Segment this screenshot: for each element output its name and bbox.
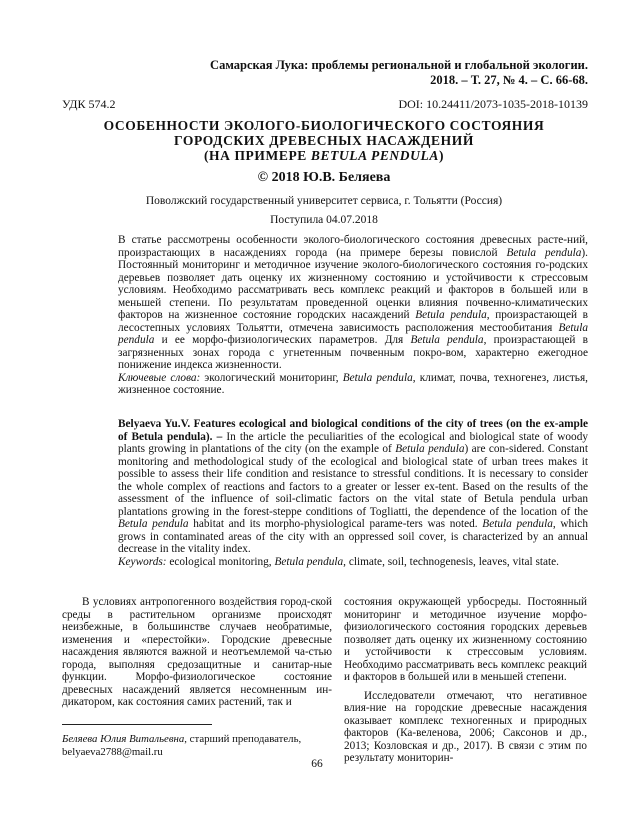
abstract-ru-part: В статье рассмотрены особенности эколого-биологического состояния древесных расте-ний, произрастающих в насаждениях города (на примере березы повислой [118,234,588,259]
abstract-en-heading: Belyaeva Yu.V. Features ecological and biological conditions of the city of trees (on the ex-ample of Betula pendula). – [118,418,588,443]
journal-issue: 2018. – Т. 27, № 4. – С. 66-68. [430,73,588,87]
title-line-2: ГОРОДСКИХ ДРЕВЕСНЫХ НАСАЖДЕНИЙ [174,133,474,148]
title-line-1: ОСОБЕННОСТИ ЭКОЛОГО-БИОЛОГИЧЕСКОГО СОСТОЯНИЯ [103,118,545,133]
doi[interactable]: DOI: 10.24411/2073-1035-2018-10139 [398,97,588,111]
abstract-ru-part: , произрастающей в лесостепных условиях Тольятти, отмечена зависимость расположения местообитания [118,309,588,334]
affiliation: Поволжский государственный университет сервиса, г. Тольятти (Россия) [145,195,503,207]
species-name: Betula pendula [274,555,344,568]
keywords-ru [118,372,588,397]
species-name: Betula pendula [410,334,484,346]
keywords-part: , climate, soil, technogenesis, leaves, vital state. [343,555,560,568]
abstract-en-part: In the article the peculiarities of the ecological and biological state of woody plants growing in plantations of the city (on the example of [118,430,588,455]
footnote-email[interactable]: belyaeva2788@mail.ru [62,746,163,758]
body-column-right [344,596,587,765]
udk-code: УДК 574.2 [62,97,116,111]
abstract-en [118,418,588,568]
species-name: Betula pendula [482,518,553,530]
abstract-en-part: habitat and its morpho-physiological parame-ters was noted. [188,518,483,530]
abstract-en-part: ) are con-sidered. Constant monitoring and methodological study of the ecological and biological state of urban trees makes it possible to assess their life condition and resistance to stressful conditions. It is necessary to consider the whole complex of reactions and factors to a greater or lesser ex-tent. Based on the results of the assessment of the influence of soil-climatic factors on the vital state of Betula pendula urban plantations growing in the forest-steppe conditions of Togliatti, the dependence of the location of the [118,443,588,518]
abstract-en-part: , which grows in contaminated areas of the city with an oppressed soil cover, is characterized by an annual decrease in the vitality index. [118,518,588,555]
title-line-3-suffix: ) [438,148,445,163]
received-date: Поступила 04.07.2018 [270,214,378,226]
abstract-en-text [118,418,588,556]
species-name: Betula pendula [118,518,189,530]
article-title [60,118,588,163]
abstract-ru [118,234,588,397]
keywords-label: Keywords: [118,555,167,568]
footnote-author-title: , старший преподаватель, [184,733,302,745]
page-number: 66 [311,758,323,770]
species-name: Betula pendula [415,309,487,321]
species-name: Betula pendula [395,443,465,455]
species-name: Betula pendula [118,321,588,346]
keywords-label: Ключевые слова: [118,371,201,384]
title-line-3-prefix: (НА ПРИМЕРЕ [203,148,311,163]
author-line: © 2018 Ю.В. Беляева [257,170,391,185]
title-species: BETULA PENDULA [310,148,439,163]
footnote-divider [62,724,212,725]
species-name: Betula pendula [506,246,582,259]
abstract-ru-part: ). Постоянный мониторинг и методичное изучение эколого-биологического состояния го-родских деревьев позволяет дать оценку их жизненному состоянию и устойчивости к стрессовым условиям. Необходимо рассматривать весь комплекс реакций и факторов в большей или в меньшей степени. По результатам проведенной оценки влияния почвенно-климатических факторов на жизненное состояние городских насаждений [118,246,588,321]
keywords-en [118,556,588,569]
abstract-ru-part: , произрастающей в загрязненных зонах города с угнетенным почвенным покро-вом, характерно ежегодное понижение индекса жизненности. [118,334,588,371]
keywords-part: ecological monitoring, [166,555,275,568]
body-paragraph: В условиях антропогенного воздействия город-ской среды в растительном организме происходят неизбежные, в большинстве случаев необратимые, изменения и «перестойки». Городские древесные насаждения являются важной и неотъемлемой ча-стью города, выполняя средозащитные и санитар-ные функции. Морфо-физиологическое состояние древесных насаждений является несомненным ин-дикатором, как состояния самих растений, так и [62,596,332,708]
abstract-ru-part: и ее морфо-физиологических параметров. Для [154,334,411,346]
body-column-left [62,596,332,709]
abstract-ru-text [118,234,588,372]
meta-row [62,97,588,112]
footnote [62,733,332,759]
journal-name: Самарская Лука: проблемы региональной и глобальной экологии. [210,58,588,72]
body-paragraph: состояния окружающей урбосреды. Постоянный мониторинг и методичное изучение морфо-физиологического состояния городских деревьев позволяет дать оценку их жизненному состоянию и устойчивости к стрессовым условиям. Необходимо рассматривать весь комплекс реакций и факторов в большей или в меньшей степени. [344,596,587,683]
species-name: Betula pendula [342,371,413,384]
footnote-author-name: Беляева Юлия Витальевна [62,733,185,745]
title-line-3 [60,148,588,163]
keywords-part: экологический мониторинг, [200,371,343,384]
keywords-part: , климат, почва, техногенез, листья, жизненное состояние. [118,371,588,396]
body-paragraph: Исследователи отмечают, что негативное влия-ние на городские древесные насаждения оказывает комплекс техногенных и природных факторов (Ка-веленова, 2006; Саксонов и др., 2013; Козловская и др., 2017). В связи с этим по результату мониторин- [344,689,587,764]
journal-header [210,58,588,88]
footnote-author [62,733,332,746]
